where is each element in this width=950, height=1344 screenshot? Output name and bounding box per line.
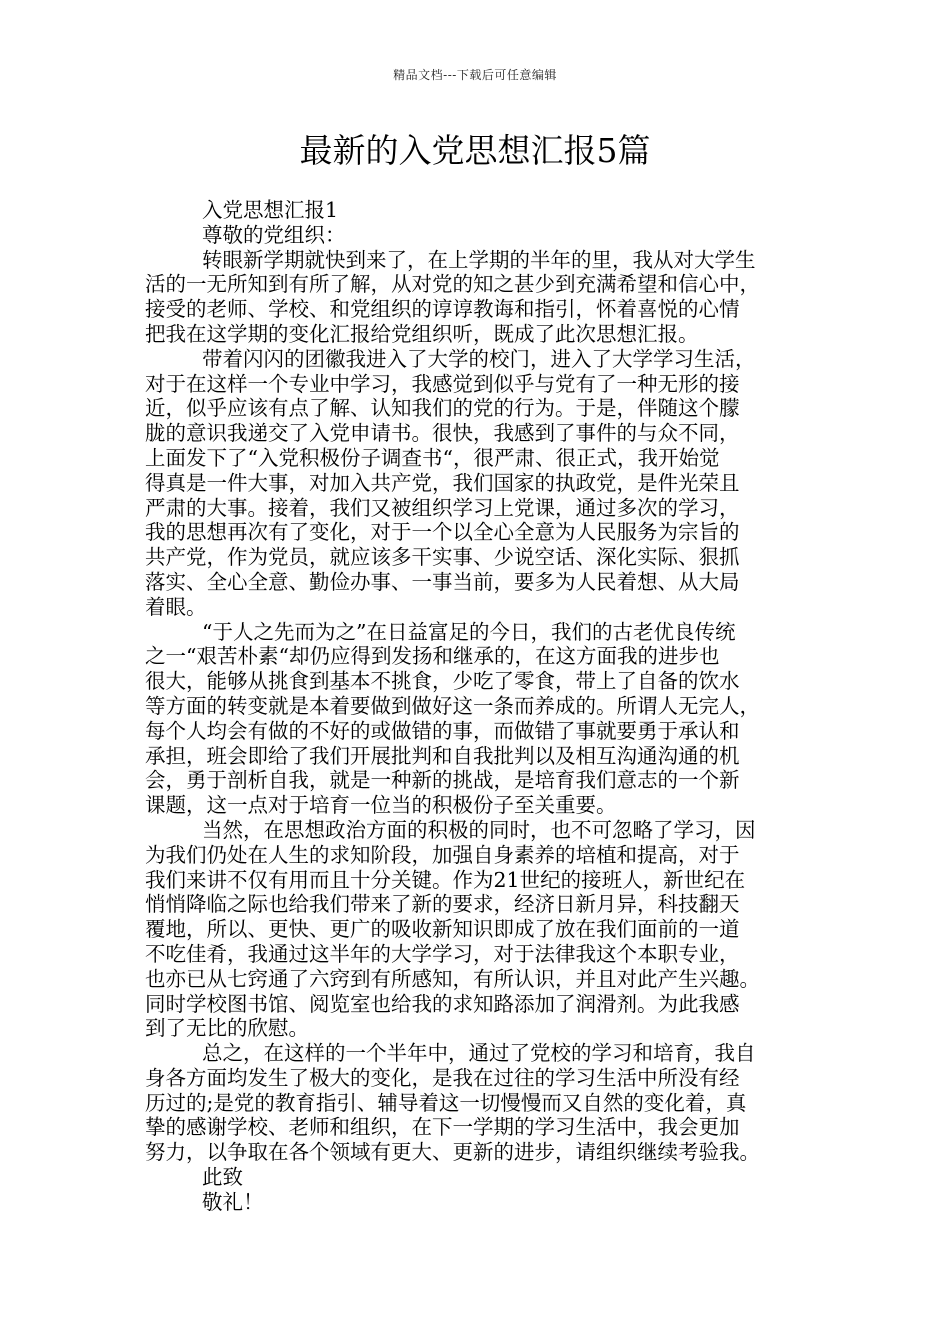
text-line: 努力，以争取在各个领域有更大、更新的进步，请组织继续考验我。 <box>145 1140 760 1165</box>
text-line: 入党思想汇报1 <box>202 198 339 222</box>
text-line: 挚的感谢学校、老师和组织，在下一学期的学习生活中，我会更加 <box>145 1115 740 1140</box>
text-line: 我的思想再次有了变化，对于一个以全心全意为人民服务为宗旨的 <box>145 520 740 545</box>
text-line: 课题，这一点对于培育一位当的积极份子至关重要。 <box>145 793 617 818</box>
text-line: 总之，在这样的一个半年中，通过了党校的学习和培育，我自 <box>202 1041 756 1066</box>
text-line: 着眼。 <box>145 594 207 619</box>
text-line: 落实、全心全意、勤俭办事、一事当前，要多为人民着想、从大局 <box>145 569 740 594</box>
text-line: 尊敬的党组织： <box>202 222 346 247</box>
text-line: 活的一无所知到有所了解，从对党的知之甚少到充满希望和信心中， <box>145 272 760 297</box>
text-line: 共产党，作为党员，就应该多干实事、少说空话、深化实际、狠抓 <box>145 545 740 570</box>
text-line: 覆地，所以、更快、更广的吸收新知识即成了放在我们面前的一道 <box>145 917 740 942</box>
text-line: 悄悄降临之际也给我们带来了新的要求，经济日新月异，科技翻天 <box>145 892 740 917</box>
text-line: 对于在这样一个专业中学习，我感觉到似乎与党有了一种无形的接 <box>145 371 740 396</box>
text-line: 不吃佳肴，我通过这半年的大学学习，对于法律我这个本职专业， <box>145 941 740 966</box>
text-line: 身各方面均发生了极大的变化，是我在过往的学习生活中所没有经 <box>145 1065 740 1090</box>
text-line: 此致 <box>202 1165 243 1190</box>
text-line: 严肃的大事。接着，我们又被组织学习上党课，通过多次的学习， <box>145 495 740 520</box>
text-line: 近，似乎应该有点了解、认知我们的党的行为。于是，伴随这个朦 <box>145 396 740 421</box>
text-line: 胧的意识我递交了入党申请书。很快，我感到了事件的与众不同， <box>145 421 740 446</box>
text-line: 得真是一件大事，对加入共产党，我们国家的执政党，是件光荣且 <box>145 470 740 495</box>
text-line: 承担，班会即给了我们开展批判和自我批判以及相互沟通沟通的机 <box>145 743 740 768</box>
document-title: 最新的入党思想汇报5篇 <box>299 131 651 170</box>
text-line: 接受的老师、学校、和党组织的谆谆教诲和指引，怀着喜悦的心情 <box>145 297 740 322</box>
text-line: 上面发下了“入党积极份子调查书“，很严肃、很正式，我开始觉 <box>145 445 720 470</box>
text-line: 每个人均会有做的不好的或做错的事，而做错了事就要勇于承认和 <box>145 718 740 743</box>
text-line: 当然，在思想政治方面的积极的同时，也不可忽略了学习，因 <box>202 817 756 842</box>
text-line: 我们来讲不仅有用而且十分关键。作为21世纪的接班人，新世纪在 <box>145 867 746 892</box>
text-line: 会，勇于剖析自我，就是一种新的挑战，是培育我们意志的一个新 <box>145 768 740 793</box>
text-line: 也亦已从七窍通了六窍到有所感知，有所认识，并且对此产生兴趣。 <box>145 966 760 991</box>
document-body <box>145 198 815 1215</box>
text-line: 为我们仍处在人生的求知阶段，加强自身素养的培植和提高，对于 <box>145 842 740 867</box>
text-line: 敬礼！ <box>202 1189 264 1214</box>
text-line: 等方面的转变就是本着要做到做好这一条而养成的。所谓人无完人， <box>145 693 760 718</box>
text-line: 把我在这学期的变化汇报给党组织听，既成了此次思想汇报。 <box>145 321 699 346</box>
text-line: 很大，能够从挑食到基本不挑食，少吃了零食，带上了自备的饮水 <box>145 669 740 694</box>
text-line: 同时学校图书馆、阅览室也给我的求知路添加了润滑剂。为此我感 <box>145 991 740 1016</box>
text-line: “于人之先而为之”在日益富足的今日，我们的古老优良传统 <box>202 619 736 644</box>
text-line: 到了无比的欣慰。 <box>145 1016 309 1041</box>
text-line: 历过的;是党的教育指引、辅导着这一切慢慢而又自然的变化着，真 <box>145 1090 747 1115</box>
text-line: 之一“艰苦朴素“却仍应得到发扬和继承的，在这方面我的进步也 <box>145 644 720 669</box>
text-line: 转眼新学期就快到来了，在上学期的半年的里，我从对大学生 <box>202 247 756 272</box>
text-line: 带着闪闪的团徽我进入了大学的校门，进入了大学学习生活， <box>202 346 756 371</box>
header-note: 精品文档---下载后可任意编辑 <box>393 68 557 82</box>
